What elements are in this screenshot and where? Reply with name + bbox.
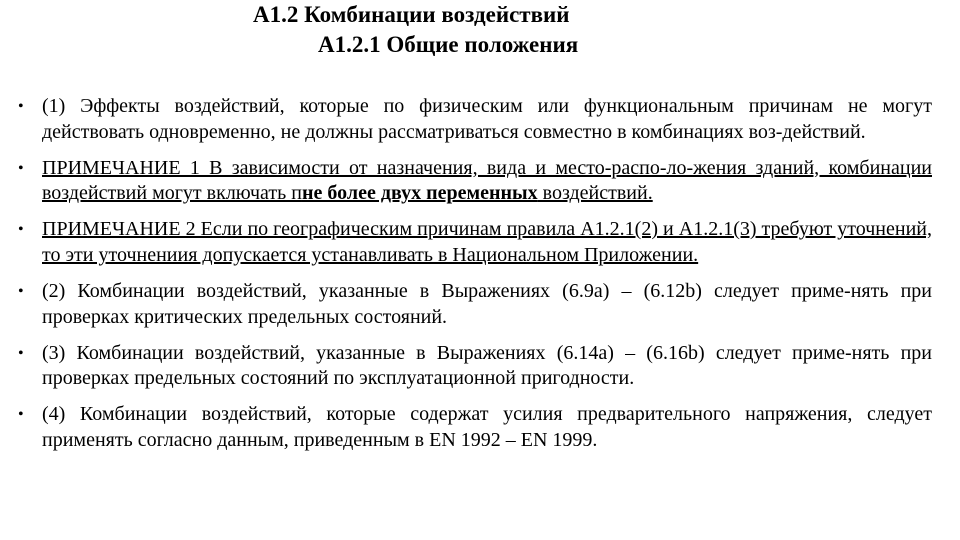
item-text: (3) Комбинации воздействий, указанные в Выражениях (6.14a) – (6.16b) следует приме-нять при проверках предельных состояний по эксплуатационной пригодности.: [42, 341, 932, 390]
list-item: [0, 402, 932, 453]
page-subtitle: A1.2.1 Общие положения: [318, 32, 579, 57]
item-text-bold: не более двух переменных: [301, 182, 538, 205]
page-title: A1.2 Комбинации воздействий: [253, 2, 570, 27]
bullet-icon: •: [18, 283, 24, 301]
bullet-icon: •: [18, 406, 24, 424]
list-item-note-1: [0, 156, 932, 207]
bullet-icon: •: [18, 98, 24, 115]
bullet-icon: •: [18, 159, 24, 177]
list-item-note-2: [0, 217, 932, 268]
list-item: [0, 94, 932, 145]
bullet-icon: •: [18, 344, 24, 362]
item-text-end: воздействий.: [537, 182, 653, 205]
item-text: (1) Эффекты воздействий, которые по физическим или функциональным причинам не могут действовать одновременно, не должны рассматриваться совместно в комбинациях воз-действий.: [42, 95, 932, 143]
item-text: ПРИМЕЧАНИЕ 1 В зависимости от назначения, вида и место-распо-ло-жения зданий, комбинации воздействий могут включать п: [42, 156, 932, 205]
item-text: (4) Комбинации воздействий, которые содержат усилия предварительного напряжения, следует применять согласно данным, приведенным в EN 1992 – EN 1999.: [42, 403, 932, 452]
content-list: [0, 94, 932, 464]
item-text: (2) Комбинации воздействий, указанные в Выражениях (6.9a) – (6.12b) следует приме-нять при проверках критических предельных состояний.: [42, 280, 932, 328]
item-text: ПРИМЕЧАНИЕ 2 Если по географическим причинам правила A1.2.1(2) и A1.2.1(3) требуют уточнений, то эти уточнениия допускается устанавливать в Национальном Приложении.: [42, 218, 932, 266]
list-item: [0, 341, 932, 392]
list-item: [0, 279, 932, 330]
bullet-icon: •: [18, 221, 24, 239]
